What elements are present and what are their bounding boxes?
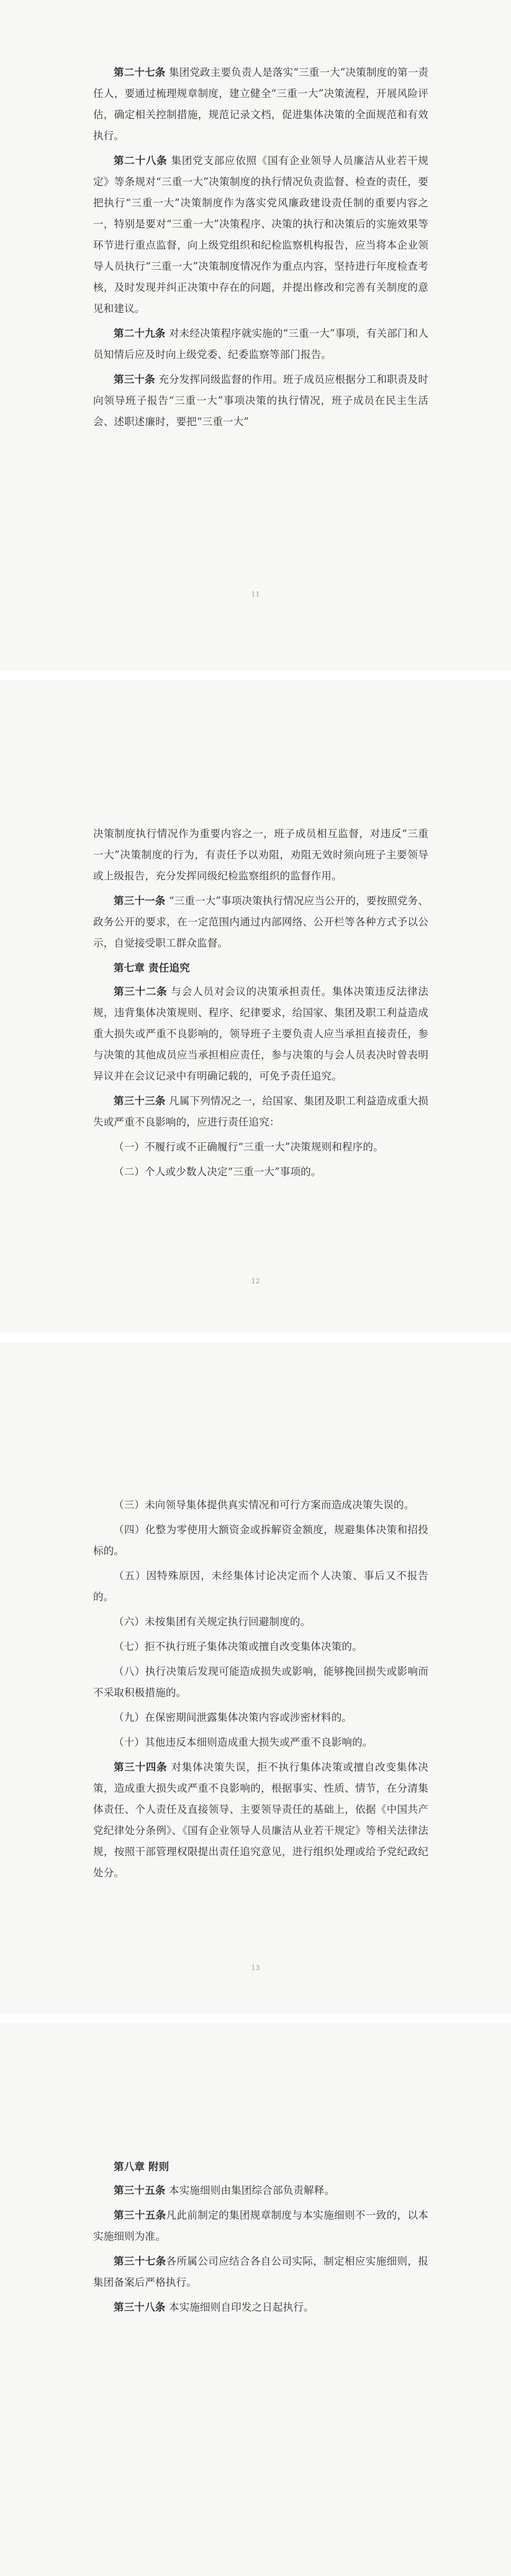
paragraph — [93, 369, 428, 433]
article-text: 决策制度执行情况作为重要内容之一，班子成员相互监督，对违反“三重一大”决策制度的行为，有责任予以劝阻，劝阻无效时须向班子主要领导或上级报告，充分发挥同级纪检监察组织的监督作用。 — [93, 828, 428, 882]
paragraph — [93, 323, 428, 365]
document-page-2 — [0, 681, 511, 1333]
article-number: 第二十七条 — [114, 66, 166, 78]
paragraph — [93, 823, 428, 887]
paragraph — [93, 2180, 428, 2201]
paragraph — [93, 891, 428, 954]
page-body — [93, 2157, 428, 2322]
paragraph — [93, 150, 428, 319]
list-item — [93, 1519, 428, 1562]
article-text: 集团党支部应依照《国有企业领导人员廉洁从业若干规定》等条规对“三重一大”决策制度的执行情况负责监督、检查的责任，要把执行“三重一大”决策制度作为落实党风廉政建设责任制的重要内容之一，特别是要对“三重一大”决策程序、决策的执行和决策后的实施效果等环节进行重点监督，向上级党组织和纪检监察机构报告，应当将本企业领导人员执行“三重一大”决策制度情况作为重点内容，坚持进行年度检查考核，及时发现并纠正决策中存在的问题，并提出修改和完善有关制度的意见和建议。 — [93, 155, 429, 314]
article-text: 凡此前制定的集团规章制度与本实施细则不一致的，以本实施细则为准。 — [93, 2209, 429, 2242]
paragraph — [93, 2297, 428, 2318]
list-item — [93, 1565, 428, 1608]
article-text: “三重一大”事项决策执行情况应当公开的，要按照党务、政务公开的要求，在一定范围内通过内部网络、公开栏等各种方式予以公示，自觉接受职工群众监督。 — [93, 895, 429, 949]
page-number: 12 — [251, 1277, 260, 1285]
article-text: 本实施细则自印发之日起执行。 — [165, 2301, 314, 2313]
list-item — [93, 1732, 428, 1753]
paragraph — [93, 2251, 428, 2293]
chapter-heading: 第八章 附则 — [114, 2161, 170, 2173]
paragraph — [93, 1091, 428, 1133]
article-number: 第三十二条 — [114, 986, 168, 997]
list-item — [93, 1636, 428, 1657]
document-page-4 — [0, 2023, 511, 2576]
article-number: 第三十条 — [114, 374, 155, 385]
page-body — [93, 1495, 428, 1887]
article-number: 第三十五条 — [114, 2209, 166, 2221]
list-item — [93, 1707, 428, 1728]
page-body — [93, 823, 428, 1186]
list-item-text: （九）在保密期间泄露集体决策内容或涉密材料的。 — [114, 1712, 353, 1723]
list-item-text: （二）个人或少数人决定“三重一大”事项的。 — [114, 1166, 322, 1178]
article-text: 本实施细则由集团综合部负责解释。 — [165, 2184, 335, 2196]
paragraph — [93, 981, 428, 1087]
list-item-text: （八）执行决策后发现可能造成损失或影响，能够挽回损失或影响而不采取积极措施的。 — [93, 1666, 428, 1698]
article-text: 充分发挥同级监督的作用。班子成员应根据分工和职责及时向领导班子报告“三重一大”事项决策的执行情况，班子成员在民主生活会、述职述廉时，要把“三重一大” — [93, 374, 428, 428]
article-text: 凡属下列情况之一，给国家、集团及职工利益造成重大损失或严重不良影响的，应进行责任追究： — [93, 1095, 428, 1128]
document-page-1 — [0, 0, 511, 671]
list-item-text: （十）其他违反本细则造成重大损失或严重不良影响的。 — [114, 1736, 373, 1748]
article-text: 与会人员对会议的决策承担责任。集体决策违反法律法规，违背集体决策规则、程序、纪律要求，给国家、集团及职工利益造成重大损失或严重不良影响的，领导班子主要负责人应当承担直接责任，参与决策的其他成员应当承担相应责任，参与决策的与会人员表决时曾表明异议并在会议记录中有明确记载的，可免予责任追究。 — [93, 986, 429, 1082]
article-number: 第三十一条 — [114, 895, 166, 907]
article-number: 第二十八条 — [114, 155, 168, 167]
list-item — [93, 1162, 428, 1183]
paragraph — [93, 1757, 428, 1884]
article-text: 对集体决策失误，拒不执行集体决策或擅自改变集体决策，造成重大损失或严重不良影响的，根据事实、性质、情节，在分清集体责任、个人责任及直接领导、主要领导责任的基础上，依据《中国共产党纪律处分条例》、《国有企业领导人员廉洁从业若干规定》等相关法律法规，按照干部管理权限提出责任追究意见，进行组织处理或给予党纪政纪处分。 — [93, 1761, 429, 1879]
list-item-text: （三）未向领导集体提供真实情况和可行方案而造成决策失误的。 — [114, 1499, 415, 1511]
chapter-heading: 第七章 责任追究 — [114, 962, 190, 974]
article-number: 第三十五条 — [114, 2184, 166, 2196]
paragraph — [93, 2205, 428, 2247]
list-item — [93, 1137, 428, 1158]
document-page-3 — [0, 1342, 511, 2014]
page-number: 11 — [251, 590, 260, 598]
list-item — [93, 1611, 428, 1633]
article-number: 第二十九条 — [114, 328, 166, 339]
page-number: 13 — [251, 1964, 260, 1972]
article-number: 第三十四条 — [114, 1761, 168, 1773]
page-body — [93, 62, 428, 436]
list-item-text: （七）拒不执行班子集体决策或擅自改变集体决策的。 — [114, 1641, 363, 1652]
list-item-text: （四）化整为零使用大额资金或拆解资金额度，规避集体决策和招投标的。 — [93, 1524, 428, 1557]
paragraph — [93, 62, 428, 147]
list-item-text: （五）因特殊原因，未经集体讨论决定而个人决策、事后又不报告的。 — [93, 1570, 428, 1603]
article-number: 第三十三条 — [114, 1095, 166, 1107]
list-item-text: （六）未按集团有关规定执行回避制度的。 — [114, 1616, 311, 1628]
article-text: 各所属公司应结合各自公司实际，制定相应实施细则，报集团备案后严格执行。 — [93, 2255, 429, 2288]
article-number: 第三十八条 — [114, 2301, 166, 2313]
list-item — [93, 1661, 428, 1703]
article-number: 第三十七条 — [114, 2255, 166, 2267]
list-item-text: （一）不履行或不正确履行“三重一大”决策规则和程序的。 — [114, 1141, 384, 1153]
article-text: 对未经决策程序就实施的“三重一大”事项，有关部门和人员知情后应及时向上级党委、纪委监察等部门报告。 — [93, 328, 429, 360]
article-text: 集团党政主要负责人是落实“三重一大”决策制度的第一责任人，要通过梳理规章制度，建立健全“三重一大”决策流程，开展风险评估，确定相关控制措施，规范记录文档，促进集体决策的全面规范和有效执行。 — [93, 66, 429, 142]
list-item — [93, 1495, 428, 1516]
